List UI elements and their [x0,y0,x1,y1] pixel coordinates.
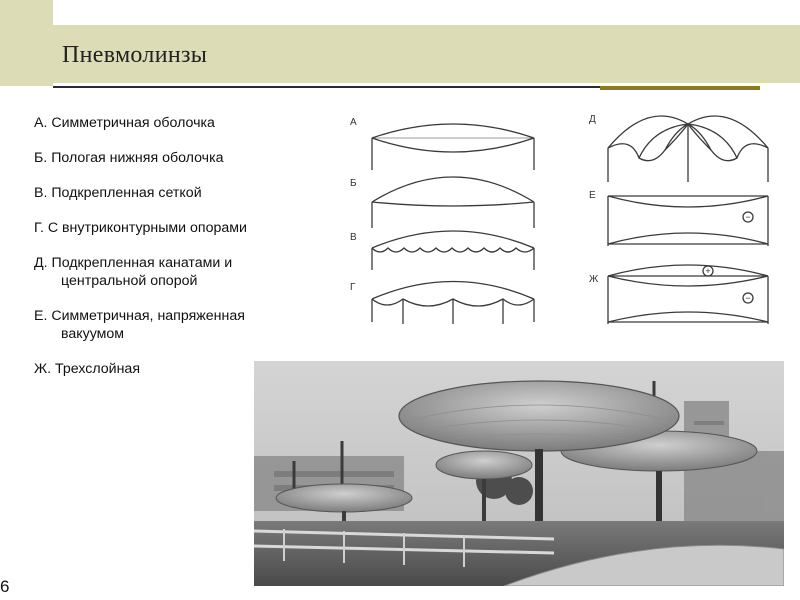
lens-diagrams-d-to-zh [583,106,780,334]
plus-sign-icon: + [705,266,711,276]
list-item-text: В. Подкрепленная сеткой [34,185,202,201]
list-item-continuation: центральной опорой [61,273,198,289]
slide-title: Пневмолинзы [62,42,208,68]
lens-type-list [34,114,334,395]
list-item [34,307,334,343]
diagram-label: Г [350,282,356,293]
diagram-label: В [350,232,357,243]
list-item-text: Е. Симметричная, напряженная [34,308,245,324]
title-accent-line [600,86,760,90]
lens-diagrams-a-to-g [346,114,548,330]
list-item-text: А. Симметричная оболочка [34,115,215,131]
list-item-text: Г. С внутриконтурными опорами [34,220,247,236]
page-number: 6 [0,577,10,596]
list-item [34,149,334,167]
diagram-label: Б [350,178,357,189]
list-item-continuation: вакуумом [61,326,125,342]
list-item-text: Д. Подкрепленная канатами и [34,255,233,271]
minus-sign-icon: − [745,293,751,303]
diagram-label: Ж [589,274,599,285]
list-item [34,219,334,237]
list-item [34,114,334,132]
diagram-label: А [350,117,357,128]
minus-sign-icon: − [745,212,751,222]
pneumatic-lens-photo [254,361,784,586]
list-item [34,184,334,202]
diagram-label: Д [589,114,596,125]
title-underline [53,86,600,88]
list-item-text: Ж. Трехслойная [34,361,141,377]
diagram-label: Е [589,190,596,201]
corner-decor-block [0,0,53,86]
list-item [34,254,334,290]
list-item-text: Б. Пологая нижняя оболочка [34,150,224,166]
